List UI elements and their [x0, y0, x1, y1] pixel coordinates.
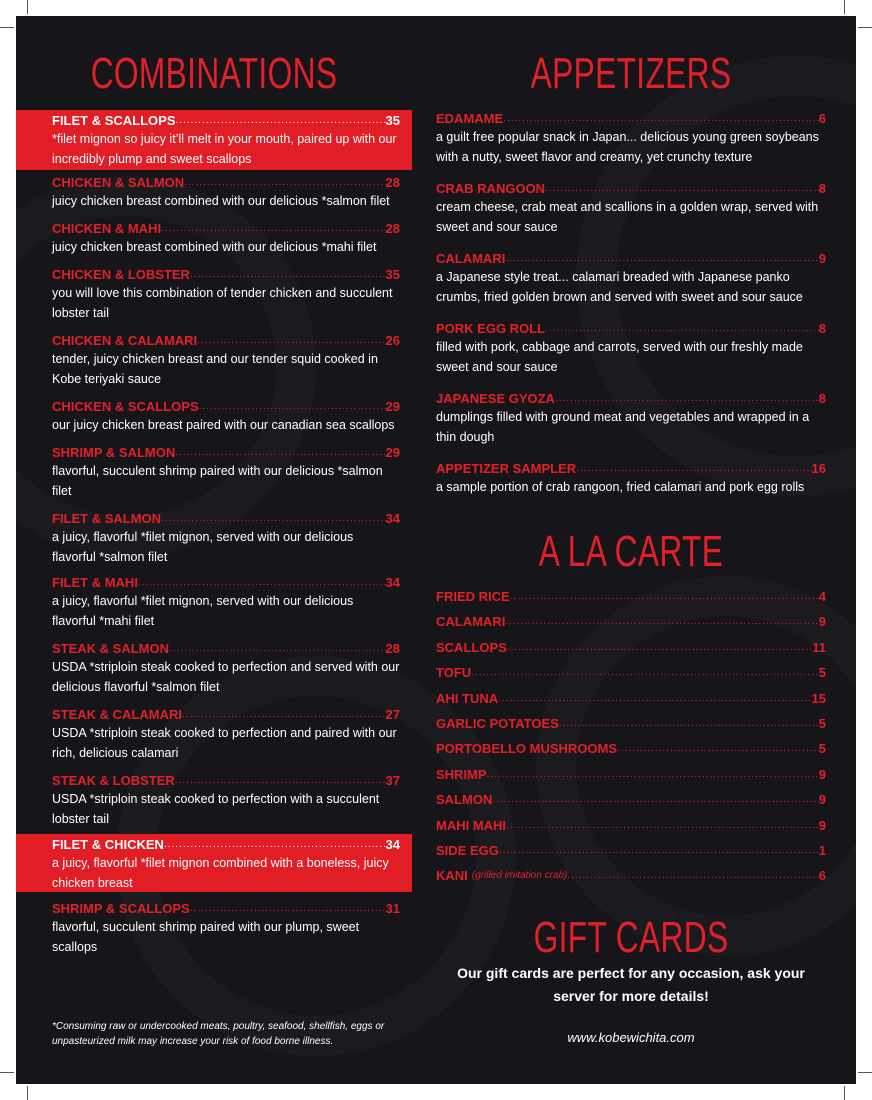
item-description: a Japanese style treat... calamari breaded with Japanese panko crumbs, fried golden brown and served with sweet and sour sauce [436, 270, 803, 304]
combo-item [16, 640, 412, 697]
combo-item [16, 398, 412, 435]
item-name-row [436, 460, 826, 477]
item-name: CALAMARI [436, 614, 506, 630]
item-description: cream cheese, crab meat and scallions in a golden wrap, served with sweet and sour sauce [436, 200, 819, 234]
combo-item [16, 900, 412, 957]
item-price: 15 [811, 690, 826, 706]
item-name: STEAK & LOBSTER [52, 773, 175, 788]
item-name: JAPANESE GYOZA [436, 391, 555, 406]
item-price: 9 [818, 792, 826, 808]
item-description: our juicy chicken breast paired with our canadian sea scallops [52, 418, 395, 432]
item-price: 6 [818, 111, 826, 126]
item-price: 5 [818, 665, 826, 681]
item-name-row [52, 444, 400, 461]
alacarte-item [436, 664, 826, 681]
dot-leader [567, 867, 818, 884]
combo-item [16, 574, 412, 631]
alacarte-item [436, 690, 826, 707]
item-name: CALAMARI [436, 251, 506, 266]
dot-leader [182, 706, 386, 723]
alacarte-item [436, 791, 826, 808]
dot-leader [559, 715, 819, 732]
alacarte-item [436, 613, 826, 630]
combo-item [16, 266, 412, 323]
item-name-row [436, 613, 826, 630]
dot-leader [492, 791, 818, 808]
alacarte-item [436, 715, 826, 732]
combo-item [16, 834, 412, 892]
item-name-row [436, 867, 826, 884]
item-description: juicy chicken breast combined with our delicious *mahi filet [52, 240, 377, 254]
dot-leader [507, 639, 812, 656]
item-description: flavorful, succulent shrimp paired with our delicious *salmon filet [52, 464, 383, 498]
item-name: FRIED RICE [436, 589, 510, 604]
item-name-row [52, 398, 400, 415]
item-description: juicy chicken breast combined with our delicious *salmon filet [52, 194, 390, 208]
item-price: 5 [818, 716, 826, 731]
item-name: CHICKEN & SCALLOPS [52, 399, 199, 414]
dot-leader [164, 836, 386, 853]
combo-item [16, 706, 412, 763]
dot-leader [471, 664, 819, 681]
item-name-row [52, 574, 400, 591]
item-description: tender, juicy chicken breast and our tender squid cooked in Kobe teriyaki sauce [52, 352, 378, 386]
combo-item [16, 772, 412, 829]
item-name-row [436, 588, 826, 605]
dot-leader [576, 460, 811, 477]
appetizer-item [436, 320, 826, 377]
item-description: dumplings filled with ground meat and vegetables and wrapped in a thin dough [436, 410, 810, 444]
item-name-row [436, 791, 826, 808]
dot-leader [175, 444, 385, 461]
item-name-row [52, 266, 400, 283]
item-price: 34 [385, 575, 400, 590]
appetizer-item [436, 390, 826, 447]
gift-cards-text: Our gift cards are perfect for any occasion, ask your server for more details! [457, 965, 805, 1004]
dot-leader [499, 842, 819, 859]
item-price: 35 [385, 113, 400, 128]
item-name-row [52, 772, 400, 789]
item-price: 28 [385, 175, 400, 190]
item-description: USDA *striploin steak cooked to perfection and served with our delicious flavorful *salmon filet [52, 660, 400, 694]
item-description: you will love this combination of tender chicken and succulent lobster tail [52, 286, 393, 320]
appetizer-item [436, 180, 826, 237]
item-name-row [436, 817, 826, 834]
item-price: 34 [385, 511, 400, 526]
dot-leader [545, 180, 819, 197]
crop-mark [858, 1072, 872, 1073]
item-name-row [436, 740, 826, 757]
dot-leader [190, 900, 386, 917]
item-price: 9 [818, 614, 826, 630]
item-price: 4 [818, 589, 826, 604]
item-name: AHI TUNA [436, 690, 499, 706]
combo-item [16, 510, 412, 567]
item-name: TOFU [436, 665, 472, 681]
item-description: a juicy, flavorful *filet mignon, served with our delicious flavorful *salmon filet [52, 530, 354, 564]
dot-leader [498, 690, 811, 707]
crop-mark [844, 0, 845, 14]
item-price: 8 [818, 391, 826, 406]
item-subtitle: (grilled imitation crab) [471, 870, 568, 882]
combinations-section [16, 16, 412, 1084]
item-price: 29 [385, 399, 400, 414]
alacarte-item [436, 817, 826, 834]
item-name-row [436, 110, 826, 127]
item-name-row [436, 180, 826, 197]
item-price: 9 [818, 251, 826, 266]
item-name-row [436, 250, 826, 267]
item-price: 37 [385, 773, 400, 788]
dot-leader [503, 110, 819, 127]
item-name: GARLIC POTATOES [436, 716, 559, 731]
dot-leader [184, 174, 385, 191]
gift-cards-title: GIFT CARDS [533, 913, 729, 962]
alacarte-item [436, 639, 826, 656]
item-name-row [436, 390, 826, 407]
item-price: 6 [818, 868, 826, 884]
dot-leader [617, 740, 819, 757]
item-name: SHRIMP & SCALLOPS [52, 901, 190, 916]
combo-item [16, 174, 412, 211]
item-price: 34 [385, 837, 400, 852]
item-price: 8 [818, 321, 826, 336]
item-description: a juicy, flavorful *filet mignon combined with a boneless, juicy chicken breast [52, 856, 389, 890]
item-price: 28 [385, 641, 400, 656]
item-price: 27 [385, 707, 400, 722]
alacarte-item [436, 766, 826, 783]
dot-leader [161, 220, 385, 237]
dot-leader [138, 574, 386, 591]
alacarte-item [436, 867, 826, 884]
item-name-row [52, 640, 400, 657]
item-price: 1 [818, 843, 826, 858]
item-price: 29 [385, 445, 400, 460]
item-name-row [52, 174, 400, 191]
alacarte-item [436, 842, 826, 859]
dot-leader [197, 332, 385, 349]
dot-leader [555, 390, 819, 407]
appetizer-item [436, 460, 826, 497]
dot-leader [487, 766, 819, 783]
item-name: EDAMAME [436, 111, 504, 126]
item-name: SIDE EGG [436, 843, 499, 858]
item-name-row [52, 706, 400, 723]
item-name: FILET & SALMON [52, 511, 162, 526]
item-name: SALMON [436, 792, 493, 808]
disclaimer: *Consuming raw or undercooked meats, poultry, seafood, shellfish, eggs or unpasteurized milk may increase your risk of food borne illness. [52, 1021, 385, 1047]
dot-leader [505, 613, 818, 630]
dot-leader [199, 398, 386, 415]
item-name: PORK EGG ROLL [436, 321, 546, 336]
item-description: USDA *striploin steak cooked to perfection with a succulent lobster tail [52, 792, 380, 826]
item-description: flavorful, succulent shrimp paired with our plump, sweet scallops [52, 920, 360, 954]
crop-mark [27, 0, 28, 14]
item-price: 11 [812, 639, 826, 655]
item-name: STEAK & CALAMARI [52, 707, 182, 722]
dot-leader [161, 510, 385, 527]
item-name: CHICKEN & CALAMARI [52, 333, 198, 348]
item-name: KANI [436, 868, 468, 884]
item-description: a juicy, flavorful *filet mignon, served with our delicious flavorful *mahi filet [52, 594, 354, 628]
item-name: CHICKEN & MAHI [52, 221, 162, 236]
crop-mark [27, 1086, 28, 1100]
item-name: MAHI MAHI [436, 817, 507, 833]
item-price: 28 [385, 221, 400, 236]
item-price: 35 [385, 267, 400, 282]
combo-item [16, 332, 412, 389]
item-name: FILET & MAHI [52, 575, 138, 590]
item-description: USDA *striploin steak cooked to perfection and paired with our rich, delicious calamari [52, 726, 397, 760]
alacarte-item [436, 588, 826, 605]
item-name-row [52, 220, 400, 237]
item-description: a guilt free popular snack in Japan... delicious young green soybeans with a nutty, sweet flavor and creamy, yet crunchy texture [436, 130, 819, 164]
website-url: www.kobewichita.com [567, 1030, 695, 1045]
crop-mark [844, 1086, 845, 1100]
item-name-row [52, 112, 400, 129]
crop-mark [858, 27, 872, 28]
item-name-row [436, 664, 826, 681]
item-price: 26 [385, 333, 400, 348]
item-price: 16 [811, 461, 826, 476]
crop-mark [0, 1072, 14, 1073]
item-description: *filet mignon so juicy it’ll melt in your mouth, paired up with our incredibly plump and sweet scallops [52, 132, 397, 166]
item-name: SCALLOPS [436, 639, 507, 655]
item-name-row [436, 690, 826, 707]
dot-leader [175, 772, 386, 789]
appetizer-item [436, 110, 826, 167]
dot-leader [545, 320, 819, 337]
item-name-row [436, 842, 826, 859]
item-name: CHICKEN & LOBSTER [52, 267, 190, 282]
item-name: SHRIMP & SALMON [52, 445, 176, 460]
combinations-title: COMBINATIONS [90, 49, 338, 98]
item-name: CHICKEN & SALMON [52, 175, 185, 190]
item-name-row [436, 639, 826, 656]
item-name-row [52, 332, 400, 349]
item-name-row [52, 836, 400, 853]
combo-item [16, 110, 412, 170]
item-name-row [436, 766, 826, 783]
menu-page [16, 16, 856, 1084]
item-name-row [436, 715, 826, 732]
dot-leader [510, 588, 819, 605]
appetizer-item [436, 250, 826, 307]
item-name: FILET & CHICKEN [52, 837, 164, 852]
dot-leader [190, 266, 386, 283]
dot-leader [176, 112, 386, 129]
item-name: FILET & SCALLOPS [52, 113, 176, 128]
item-name: PORTOBELLO MUSHROOMS [436, 741, 618, 757]
combo-item [16, 444, 412, 501]
dot-leader [506, 817, 819, 834]
item-price: 8 [818, 181, 826, 196]
item-price: 9 [818, 817, 826, 833]
combo-item [16, 220, 412, 257]
item-price: 31 [385, 901, 400, 916]
crop-mark [0, 27, 14, 28]
item-name-row [52, 900, 400, 917]
item-price: 9 [818, 766, 826, 782]
appetizers-title: APPETIZERS [530, 49, 732, 98]
item-name-row [52, 510, 400, 527]
dot-leader [169, 640, 386, 657]
alacarte-title: A LA CARTE [538, 527, 724, 576]
item-description: filled with pork, cabbage and carrots, served with our freshly made sweet and sour sauce [436, 340, 803, 374]
alacarte-item [436, 740, 826, 757]
item-name-row [436, 320, 826, 337]
dot-leader [505, 250, 818, 267]
item-price: 5 [818, 741, 826, 757]
item-name: CRAB RANGOON [436, 181, 546, 196]
item-name: STEAK & SALMON [52, 641, 169, 656]
item-name: SHRIMP [436, 766, 487, 782]
item-name: APPETIZER SAMPLER [436, 461, 577, 476]
item-description: a sample portion of crab rangoon, fried calamari and pork egg rolls [436, 480, 805, 494]
